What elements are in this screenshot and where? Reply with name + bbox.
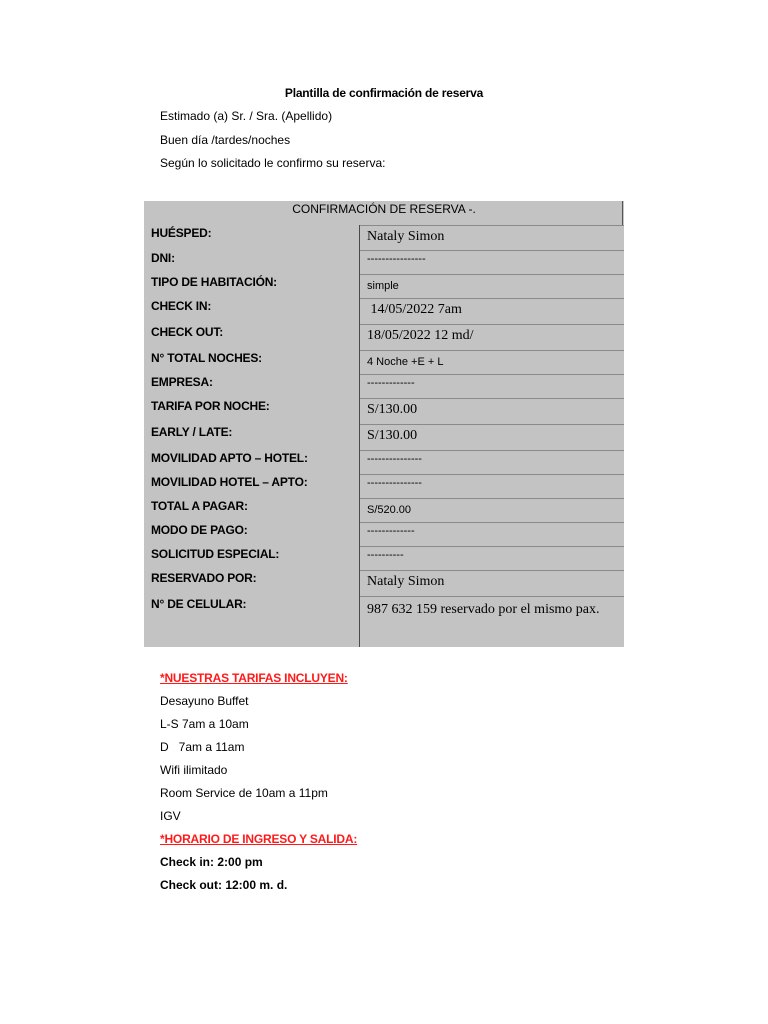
row-label-early-late: EARLY / LATE:	[151, 425, 233, 439]
row-label-guest: HUÉSPED:	[151, 226, 212, 240]
row-value-guest: Nataly Simon	[360, 225, 624, 250]
row-label-room-type: TIPO DE HABITACIÓN:	[151, 275, 277, 289]
table-row	[144, 250, 624, 274]
row-label-check-in: CHECK IN:	[151, 299, 212, 313]
row-value-mobile: 987 632 159 reservado por el mismo pax.	[360, 596, 624, 647]
document-title: Plantilla de confirmación de reserva	[284, 86, 484, 100]
row-label-transfer-airport-hotel: MOVILIDAD APTO – HOTEL:	[151, 451, 308, 465]
row-label-transfer-hotel-airport: MOVILIDAD HOTEL – APTO:	[151, 475, 308, 489]
table-row	[144, 324, 624, 350]
table-row	[144, 398, 624, 424]
table-row	[144, 474, 624, 498]
row-value-check-in: 14/05/2022 7am	[360, 298, 624, 324]
row-value-check-out: 18/05/2022 12 md/	[360, 324, 624, 350]
table-row	[144, 522, 624, 546]
row-label-dni: DNI:	[151, 251, 175, 265]
table-row	[144, 570, 624, 596]
row-label-total-nights: N° TOTAL NOCHES:	[151, 351, 262, 365]
greeting-line: Estimado (a) Sr. / Sra. (Apellido)	[160, 109, 333, 123]
table-row	[144, 498, 624, 522]
rates-item: L-S 7am a 10am	[160, 717, 249, 731]
confirmation-line: Según lo solicitado le confirmo su reserva:	[160, 156, 386, 170]
row-label-mobile: N° DE CELULAR:	[151, 597, 247, 611]
row-value-booked-by: Nataly Simon	[360, 570, 624, 596]
table-row	[144, 596, 624, 647]
check-out-time: Check out: 12:00 m. d.	[160, 878, 288, 892]
header-divider	[622, 201, 623, 225]
row-value-transfer-hotel-airport: ---------------	[360, 474, 624, 498]
table-row	[144, 546, 624, 570]
table-header: CONFIRMACIÓN DE RESERVA -.	[292, 202, 476, 216]
table-row	[144, 350, 624, 374]
row-value-dni: ----------------	[360, 250, 624, 274]
salutation-line: Buen día /tardes/noches	[160, 133, 291, 147]
row-label-rate-per-night: TARIFA POR NOCHE:	[151, 399, 270, 413]
table-row	[144, 225, 624, 250]
schedule-title: *HORARIO DE INGRESO Y SALIDA:	[160, 832, 358, 846]
rates-item: IGV	[160, 809, 181, 823]
table-row	[144, 274, 624, 298]
rates-item: Wifi ilimitado	[160, 763, 228, 777]
table-row	[144, 424, 624, 450]
row-value-company: -------------	[360, 374, 624, 398]
rates-item: Room Service de 10am a 11pm	[160, 786, 328, 800]
check-in-time: Check in: 2:00 pm	[160, 855, 263, 869]
table-row	[144, 298, 624, 324]
row-label-company: EMPRESA:	[151, 375, 213, 389]
reservation-table	[144, 201, 624, 647]
row-value-payment-method: -------------	[360, 522, 624, 546]
row-value-early-late: S/130.00	[360, 424, 624, 450]
row-label-total-to-pay: TOTAL A PAGAR:	[151, 499, 248, 513]
rates-item: D 7am a 11am	[160, 740, 245, 754]
row-value-rate-per-night: S/130.00	[360, 398, 624, 424]
table-row	[144, 374, 624, 398]
row-label-booked-by: RESERVADO POR:	[151, 571, 257, 585]
row-value-total-nights: 4 Noche +E + L	[360, 350, 624, 374]
column-divider	[359, 225, 360, 647]
row-value-total-to-pay: S/520.00	[360, 498, 624, 522]
row-label-check-out: CHECK OUT:	[151, 325, 223, 339]
rates-item: Desayuno Buffet	[160, 694, 249, 708]
row-label-special-request: SOLICITUD ESPECIAL:	[151, 547, 280, 561]
rates-include-title: *NUESTRAS TARIFAS INCLUYEN:	[160, 671, 348, 685]
row-value-transfer-airport-hotel: ---------------	[360, 450, 624, 474]
row-value-room-type: simple	[360, 274, 624, 298]
table-row	[144, 450, 624, 474]
row-label-payment-method: MODO DE PAGO:	[151, 523, 248, 537]
row-value-special-request: ----------	[360, 546, 624, 570]
